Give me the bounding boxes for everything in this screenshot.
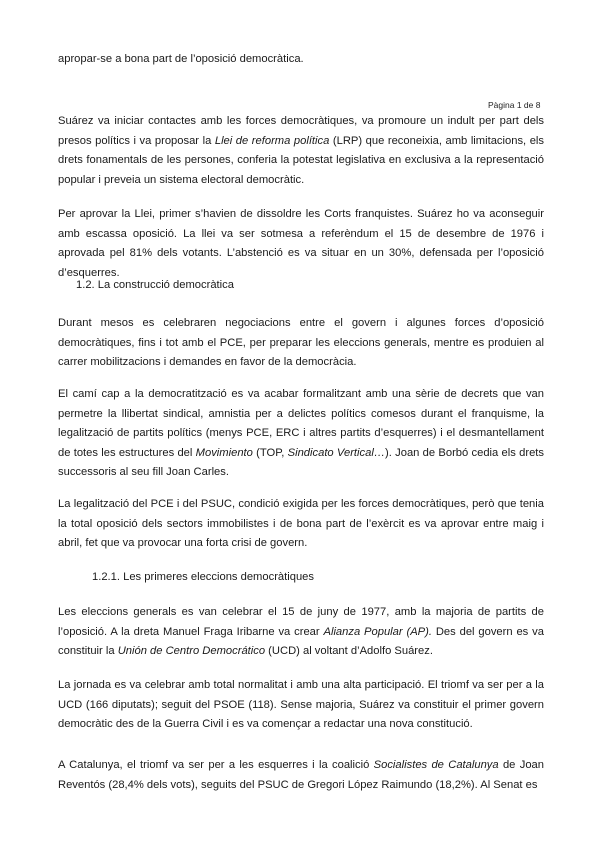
paragraph-suarez-reforms: Suárez va iniciar contactes amb les forces democràtiques, va promoure un indult per part dels presos polítics i va proposar la Llei de reforma política (LRP) que reconeixia, amb limitacions, els drets fonamentals de les persones, conferia la potestat legislativa en exclusiva a la representació popular i preveia un sistema electoral democràtic. — [58, 115, 544, 186]
paragraph-pce-legalization: La legalització del PCE i del PSUC, condició exigida per les forces democràtiques, però que tenia la total oposició dels sectors immobilistes i de bona part de l’exèrcit es va aprovar entre maig i abril, fet que va provocar una forta crisi de govern. — [58, 498, 544, 550]
section-heading-1-2: 1.2. La construcció democràtica — [76, 279, 234, 291]
section-heading-1-2-1: 1.2.1. Les primeres eleccions democràtiques — [92, 571, 314, 583]
paragraph-catalonia: A Catalunya, el triomf va ser per a les esquerres i la coalició Socialistes de Catalunya de Joan Reventós (28,4% dels vots), seguits del PSUC de Gregori López Raimundo (18,2%). Al Senat es — [58, 759, 544, 791]
paragraph-intro: apropar-se a bona part de l’oposició democràtica. — [58, 53, 304, 65]
paragraph-approve-law: Per aprovar la Llei, primer s’havien de dissoldre les Corts franquistes. Suárez ho va aconseguir amb escassa oposició. La llei va ser sotmesa a referèndum el 15 de desembre de 1976 i aprovada pel 81% dels votants. L’abstenció es va situar en un 30%, defensada per l’oposició d’esquerres. — [58, 208, 544, 279]
paragraph-election-day: La jornada es va celebrar amb total normalitat i amb una alta participació. El triomf va ser per a la UCD (166 diputats); seguit del PSOE (118). Sense majoria, Suárez va constituir el primer govern democràtic des de la Guerra Civil i es va començar a redactar una nova constitució. — [58, 679, 544, 731]
paragraph-negotiations: Durant mesos es celebraren negociacions entre el govern i algunes forces d’oposició democràtiques, fins i tot amb el PCE, per preparar les eleccions generals, mentre es produien al carrer mobilitzacions i demandes en favor de la democràcia. — [58, 317, 544, 369]
page-number-label: Pàgina 1 de 8 — [488, 100, 541, 110]
paragraph-general-elections: Les eleccions generals es van celebrar el 15 de juny de 1977, amb la majoria de partits de l’oposició. A la dreta Manuel Fraga Iribarne va crear Alianza Popular (AP). Des del govern es va constituir la Unión de Centro Democrático (UCD) al voltant d’Adolfo Suárez. — [58, 606, 544, 658]
paragraph-democratization: El camí cap a la democratització es va acabar formalitzant amb una sèrie de decrets que van permetre la llibertat sindical, amnistia per a delictes polítics comesos durant el franquisme, la legalització de partits polítics (menys PCE, ERC i altres partits d’esquerres) i el desmantellament de totes les estructures del Movimiento (TOP, Sindicato Vertical…). Joan de Borbó cedia els drets successoris al seu fill Joan Carles. — [58, 388, 544, 479]
